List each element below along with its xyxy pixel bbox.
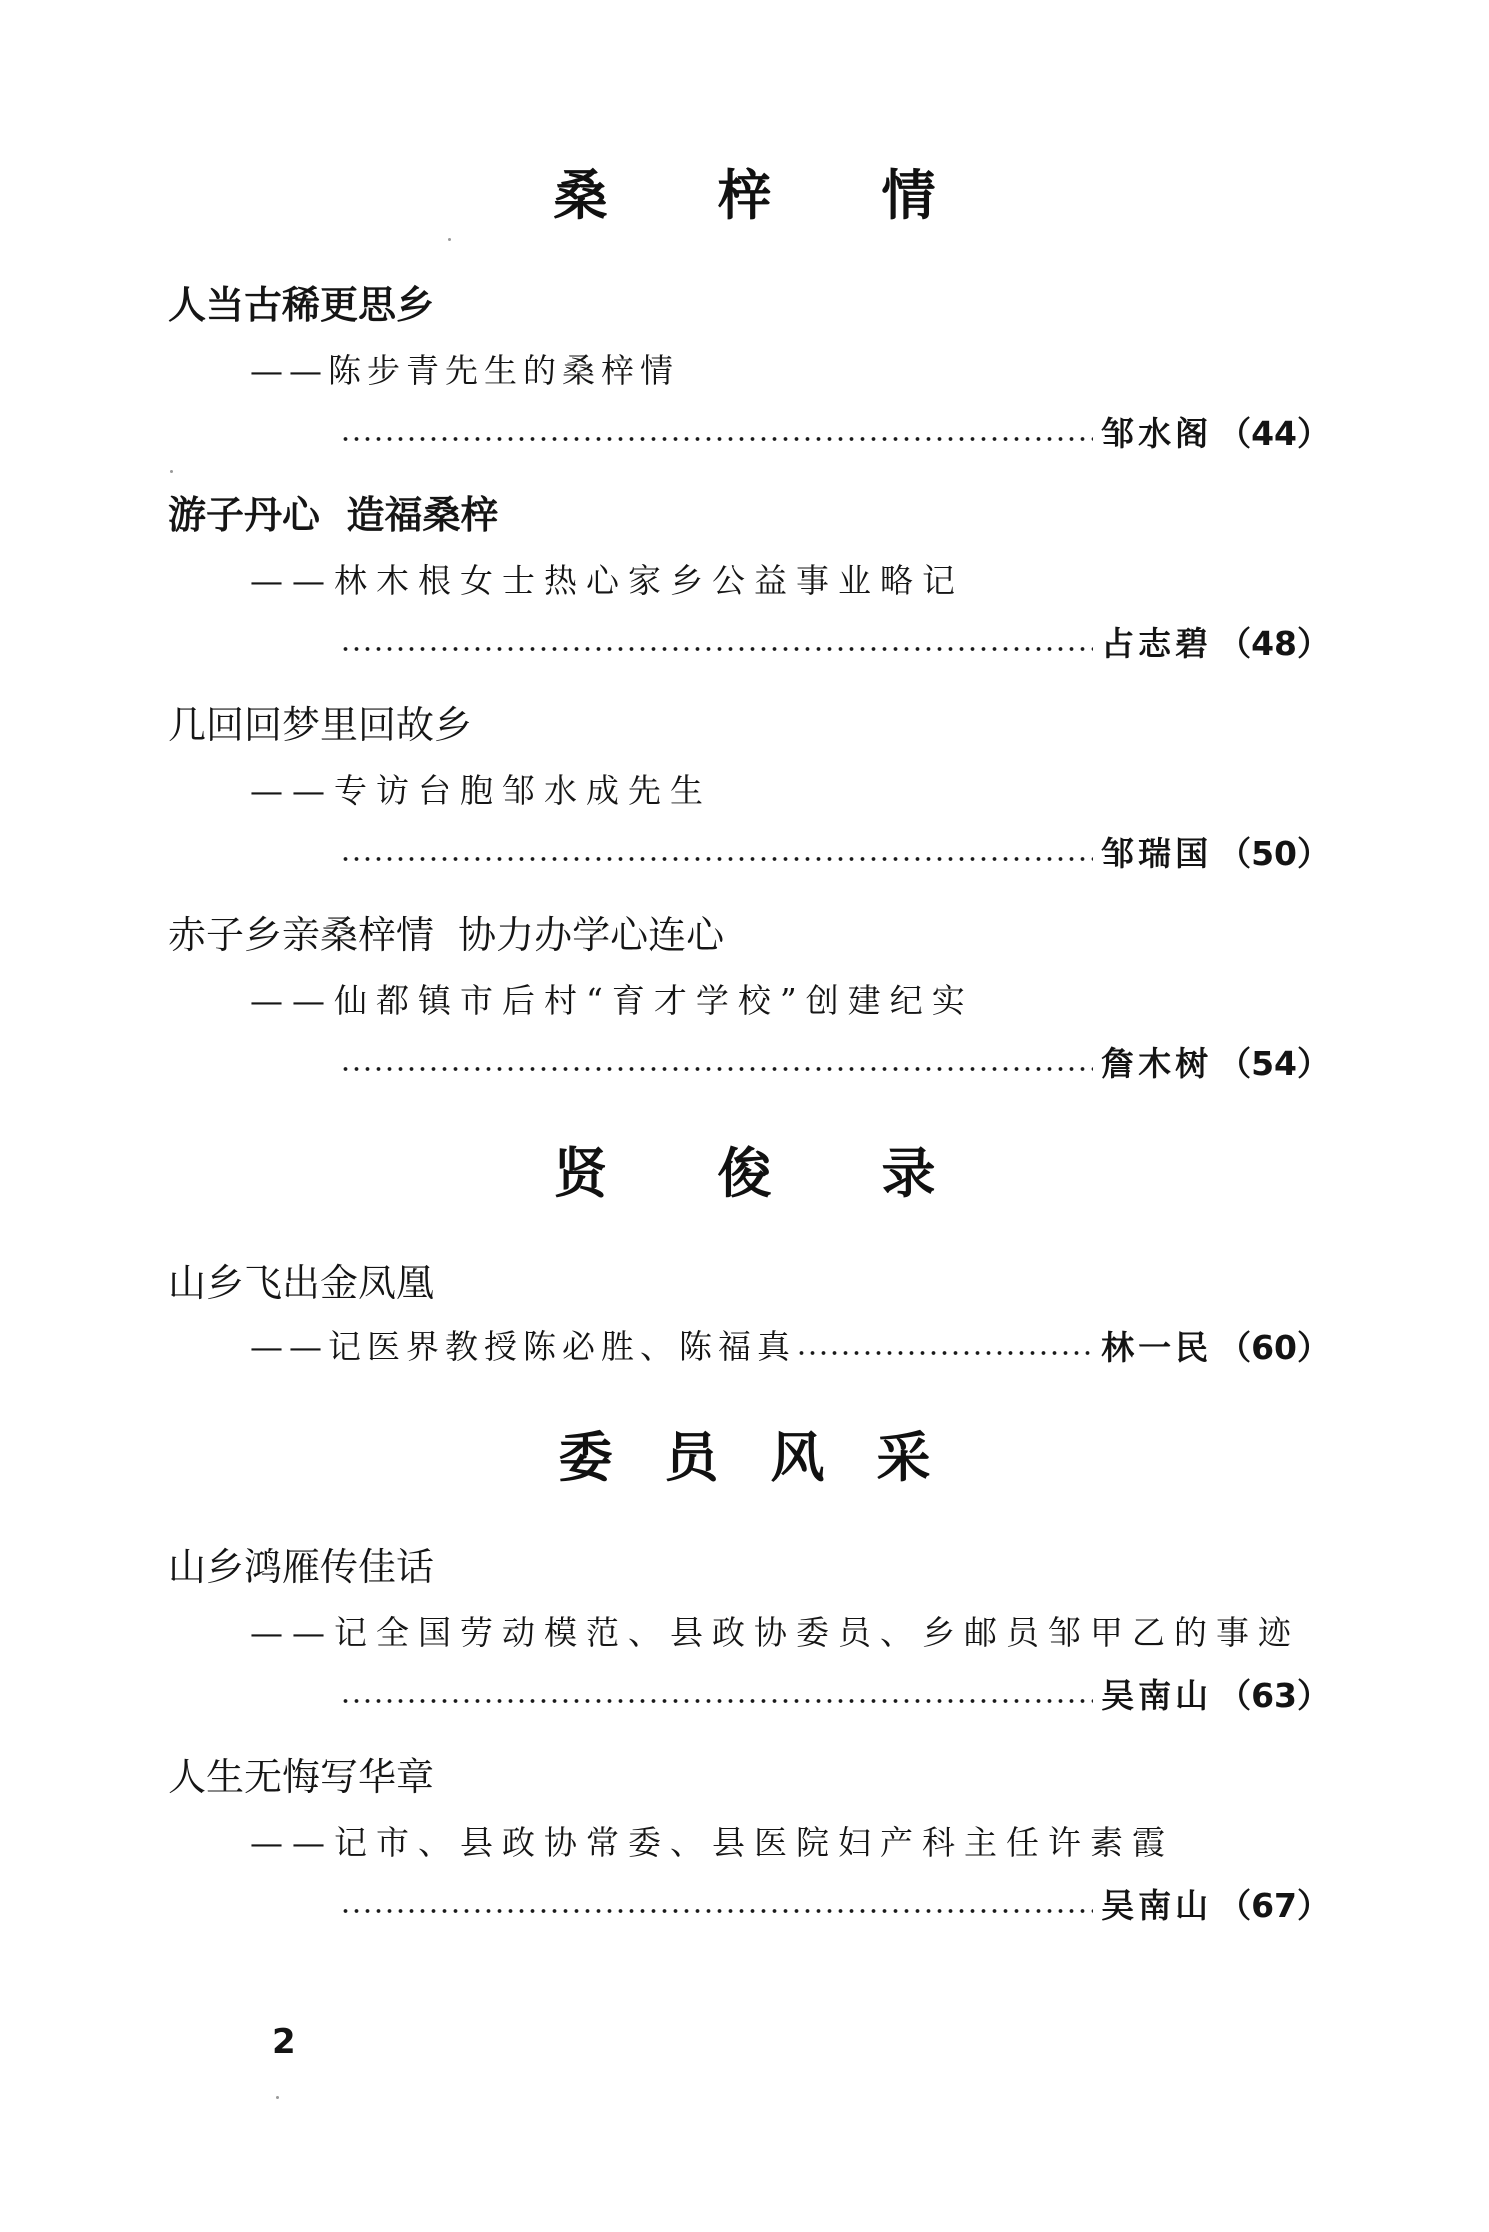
toc-leader-row <box>340 830 1330 874</box>
entry-author: 邹瑞国 <box>1101 834 1213 873</box>
entry-author: 吴南山 <box>1101 1676 1213 1715</box>
entry-subtitle: ——记医界教授陈必胜、陈福真 <box>250 1327 796 1366</box>
entry-page-ref: （44） <box>1218 414 1330 453</box>
entry-author: 詹木树 <box>1101 1044 1213 1083</box>
section-title-weiyuan: 委员风采 <box>558 1426 983 1489</box>
scan-speck <box>170 470 173 473</box>
scan-speck <box>276 2096 279 2099</box>
entry-author: 占志碧 <box>1101 624 1213 663</box>
entry-subtitle: ——记全国劳动模范、县政协委员、乡邮员邹甲乙的事迹 <box>250 1613 1300 1652</box>
scan-speck <box>448 238 451 241</box>
dot-leader <box>340 856 1093 862</box>
entry-subtitle: ——专访台胞邹水成先生 <box>250 771 712 810</box>
entry-page-ref: （48） <box>1218 624 1330 663</box>
entry-title: 几回回梦里回故乡 <box>168 703 473 747</box>
entry-author: 吴南山 <box>1101 1886 1213 1925</box>
entry-author: 邹水阁 <box>1101 414 1213 453</box>
entry-subtitle: ——记市、县政协常委、县医院妇产科主任许素霞 <box>250 1823 1174 1862</box>
entry-author: 林一民 <box>1101 1328 1213 1367</box>
toc-leader-row <box>340 1672 1330 1716</box>
section-title-xianjun: 贤俊录 <box>553 1142 1046 1205</box>
dot-leader <box>340 1698 1093 1704</box>
entry-subtitle: ——仙都镇市后村“育才学校”创建纪实 <box>250 981 974 1020</box>
entry-title: 赤子乡亲桑梓情 协力办学心连心 <box>168 913 725 957</box>
entry-page-ref: （67） <box>1218 1886 1330 1925</box>
toc-leader-row <box>340 1040 1330 1084</box>
dot-leader <box>340 1066 1093 1072</box>
entry-page-ref: （54） <box>1218 1044 1330 1083</box>
dot-leader <box>340 1908 1093 1914</box>
entry-subtitle: ——陈步青先生的桑梓情 <box>250 351 679 390</box>
toc-leader-row <box>250 1324 1330 1368</box>
entry-title: 人生无悔写华章 <box>168 1755 435 1799</box>
dot-leader <box>340 436 1093 442</box>
entry-title: 游子丹心 造福桑梓 <box>168 493 499 537</box>
toc-leader-row <box>340 1882 1330 1926</box>
entry-title: 山乡鸿雁传佳话 <box>168 1545 435 1589</box>
entry-page-ref: （50） <box>1218 834 1330 873</box>
dot-leader <box>796 1350 1093 1356</box>
dot-leader <box>340 646 1093 652</box>
toc-leader-row <box>340 620 1330 664</box>
entry-page-ref: （63） <box>1218 1676 1330 1715</box>
entry-subtitle: ——林木根女士热心家乡公益事业略记 <box>250 561 964 600</box>
page-number: 2 <box>272 2022 296 2062</box>
toc-leader-row <box>340 410 1330 454</box>
entry-title: 人当古稀更思乡 <box>168 283 435 327</box>
entry-title: 山乡飞出金凤凰 <box>168 1261 435 1305</box>
entry-page-ref: （60） <box>1218 1328 1330 1367</box>
section-title-sangzi: 桑梓情 <box>553 164 1046 227</box>
